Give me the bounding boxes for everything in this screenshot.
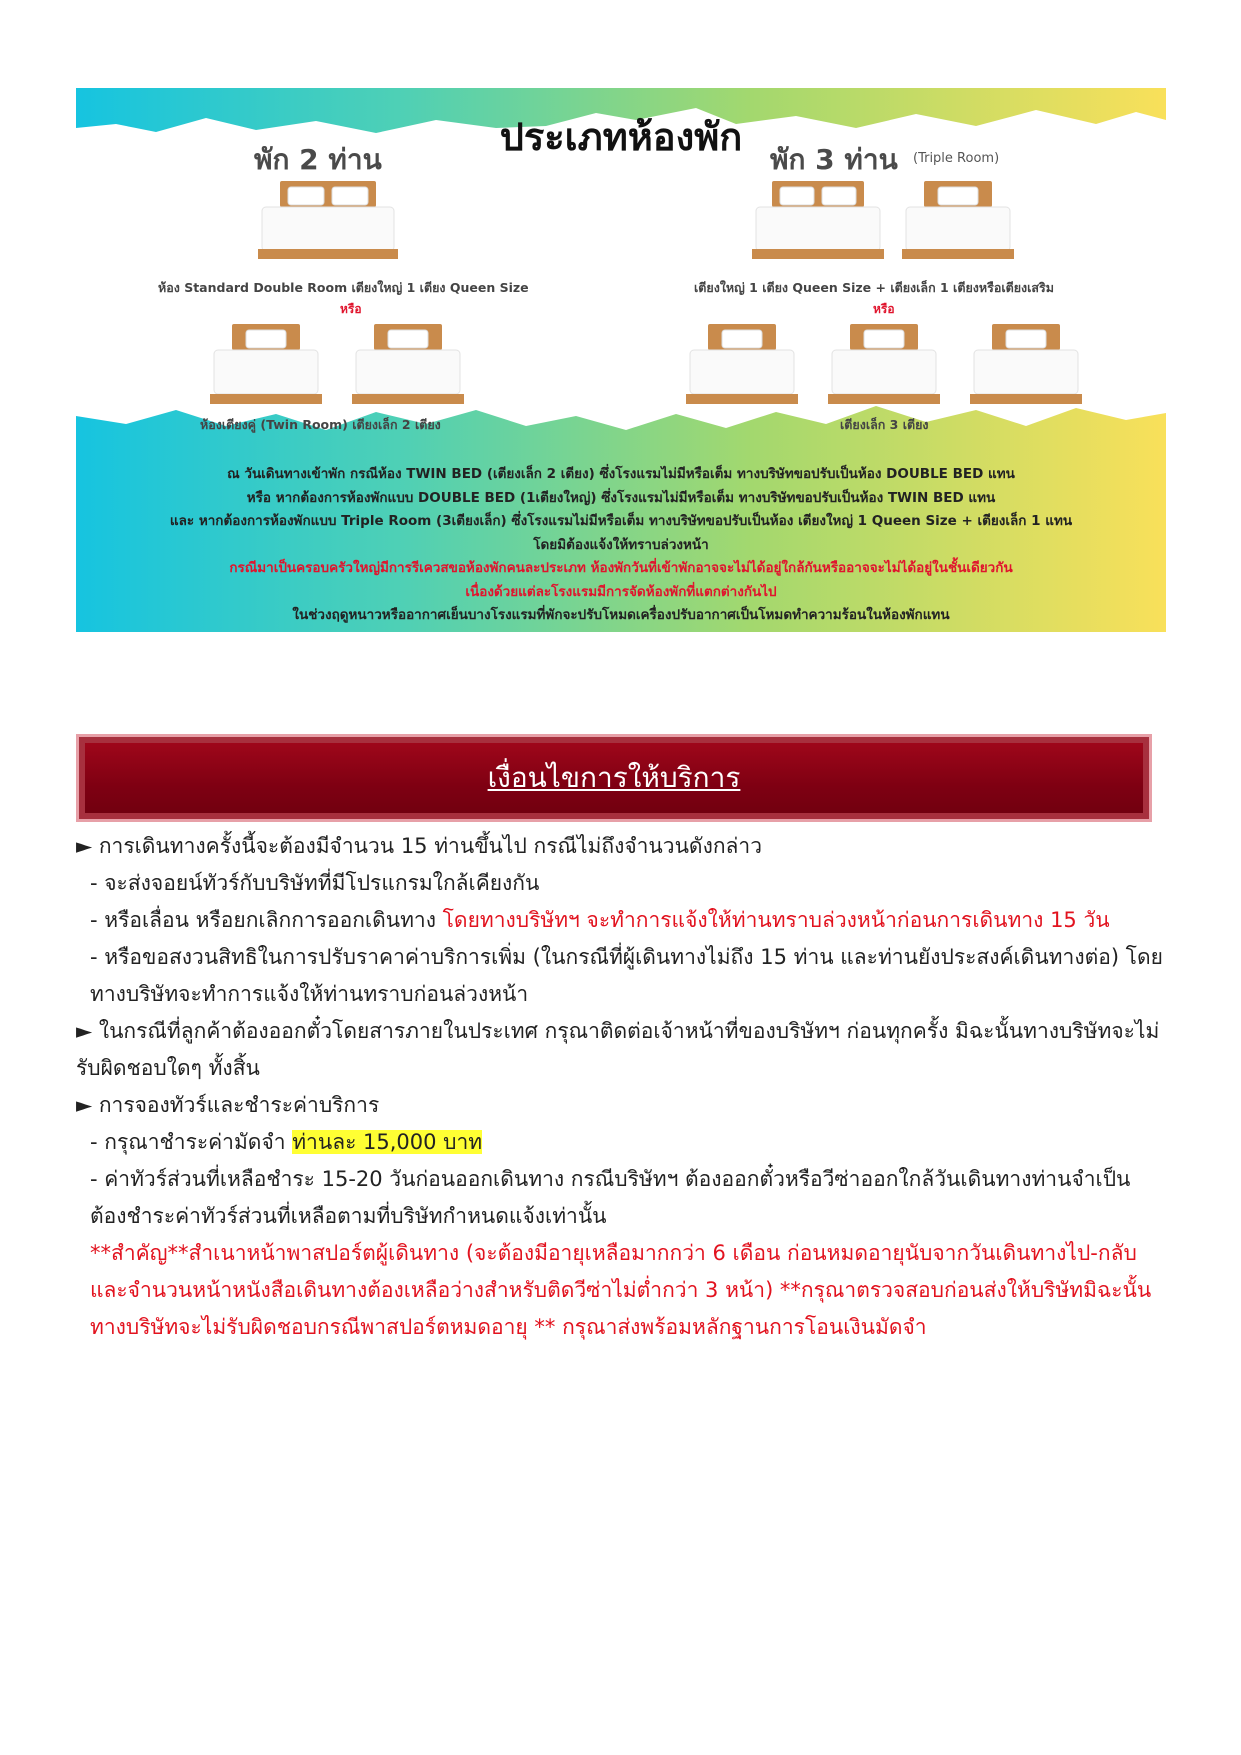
condition-notice-red: โดยทางบริษัทฯ จะทำการแจ้งให้ท่านทราบล่วงหน้าก่อนการเดินทาง 15 วัน bbox=[442, 908, 1110, 932]
condition-line bbox=[76, 1124, 1166, 1161]
single-bed-icon bbox=[686, 324, 798, 408]
condition-line: - จะส่งจอยน์ทัวร์กับบริษัทที่มีโปรแกรมใกล้เคียงกัน bbox=[90, 871, 540, 895]
room-note: ณ วันเดินทางเข้าพัก กรณีห้อง TWIN BED (เตียงเล็ก 2 เตียง) ซึ่งโรงแรมไม่มีหรือเต็ม ทางบริษัทขอปรับเป็นห้อง DOUBLE BED แทน bbox=[227, 466, 1015, 482]
or-label-left: หรือ bbox=[340, 302, 362, 316]
condition-line: - ค่าทัวร์ส่วนที่เหลือชำระ 15-20 วันก่อนออกเดินทาง กรณีบริษัทฯ ต้องออกตั๋วหรือวีซ่าออกใกล้วันเดินทางท่านจำเป็นต้องชำระค่าทัวร์ส่วนที่เหลือตามที่บริษัทกำหนดแจ้งเท่านั้น bbox=[90, 1167, 1131, 1228]
single-bed-icon bbox=[970, 324, 1082, 408]
double-bed-icon bbox=[752, 181, 884, 261]
conditions-title: เงื่อนไขการให้บริการ bbox=[487, 761, 741, 794]
double-room-caption: ห้อง Standard Double Room เตียงใหญ่ 1 เตียง Queen Size bbox=[158, 280, 529, 295]
room-type-banner bbox=[76, 88, 1166, 632]
two-person-heading: พัก 2 ท่าน bbox=[254, 143, 382, 176]
condition-text: - หรือเลื่อน หรือยกเลิกการออกเดินทาง bbox=[90, 908, 443, 932]
condition-line: ► ในกรณีที่ลูกค้าต้องออกตั๋วโดยสารภายในประเทศ กรุณาติดต่อเจ้าหน้าที่ของบริษัทฯ ก่อนทุกครั้ง มิฉะนั้นทางบริษัทจะไม่รับผิดชอบใดๆ ทั้งสิ้น bbox=[76, 1019, 1160, 1080]
conditions-header bbox=[76, 734, 1152, 822]
condition-line: ► การจองทัวร์และชำระค่าบริการ bbox=[76, 1093, 380, 1117]
queen-plus-single-caption: เตียงใหญ่ 1 เตียง Queen Size + เตียงเล็ก 1 เตียงหรือเตียงเสริม bbox=[694, 280, 1055, 295]
room-note-warning: เนื่องด้วยแต่ละโรงแรมมีการจัดห้องพักที่แตกต่างกันไป bbox=[465, 583, 777, 600]
condition-line: - หรือขอสงวนสิทธิในการปรับราคาค่าบริการเพิ่ม (ในกรณีที่ผู้เดินทางไม่ถึง 15 ท่าน และท่านยังประสงค์เดินทางต่อ) โดยทางบริษัทจะทำการแจ้งให้ท่านทราบก่อนล่วงหน้า bbox=[90, 945, 1163, 1006]
single-bed-icon bbox=[902, 181, 1014, 261]
double-bed-icon bbox=[258, 181, 398, 261]
three-single-caption: เตียงเล็ก 3 เตียง bbox=[840, 417, 929, 432]
room-note: และ หากต้องการห้องพักแบบ Triple Room (3เตียงเล็ก) ซึ่งโรงแรมไม่มีหรือเต็ม ทางบริษัทขอปรับเป็นห้อง เตียงใหญ่ 1 Queen Size + เตียงเล็ก 1 แทน bbox=[169, 513, 1073, 529]
passport-important-note: **สำคัญ**สำเนาหน้าพาสปอร์ตผู้เดินทาง (จะต้องมีอายุเหลือมากกว่า 6 เดือน ก่อนหมดอายุนับจากวันเดินทางไป-กลับและจำนวนหน้าหนังสือเดินทางต้องเหลือว่างสำหรับติดวีซ่าไม่ต่ำกว่า 3 หน้า) **กรุณาตรวจสอบก่อนส่งให้บริษัทมิฉะนั้นทางบริษัทจะไม่รับผิดชอบกรณีพาสปอร์ตหมดอายุ ** กรุณาส่งพร้อมหลักฐานการโอนเงินมัดจำ bbox=[90, 1241, 1152, 1339]
room-note: ในช่วงฤดูหนาวหรืออากาศเย็นบางโรงแรมที่พักจะปรับโหมดเครื่องปรับอากาศเป็นโหมดทำความร้อนในห้องพักแทน bbox=[292, 607, 950, 623]
triple-room-label: (Triple Room) bbox=[913, 151, 1000, 166]
or-label-right: หรือ bbox=[873, 302, 895, 316]
conditions-body bbox=[76, 828, 1166, 1346]
twin-room-caption: ห้องเตียงคู่ (Twin Room) เตียงเล็ก 2 เตียง bbox=[200, 417, 441, 432]
single-bed-icon bbox=[352, 324, 464, 408]
room-note: โดยมิต้องแจ้งให้ทราบล่วงหน้า bbox=[533, 536, 709, 553]
condition-line: ► การเดินทางครั้งนี้จะต้องมีจำนวน 15 ท่านขึ้นไป กรณีไม่ถึงจำนวนดังกล่าว bbox=[76, 834, 762, 858]
deposit-amount-highlight: ท่านละ 15,000 บาท bbox=[292, 1130, 483, 1154]
room-note: หรือ หากต้องการห้องพักแบบ DOUBLE BED (1เตียงใหญ่) ซึ่งโรงแรมไม่มีหรือเต็ม ทางบริษัทขอปรับเป็นห้อง TWIN BED แทน bbox=[246, 489, 996, 506]
room-note-warning: กรณีมาเป็นครอบครัวใหญ่มีการรีเควสขอห้องพักคนละประเภท ห้องพักวันที่เข้าพักอาจจะไม่ได้อยู่ใกล้กันหรืออาจจะไม่ได้อยู่ในชั้นเดียวกัน bbox=[229, 560, 1013, 576]
single-bed-icon bbox=[210, 324, 322, 408]
room-notes bbox=[76, 463, 1166, 628]
condition-line bbox=[76, 902, 1166, 939]
single-bed-icon bbox=[828, 324, 940, 408]
condition-text: - กรุณาชำระค่ามัดจำ bbox=[90, 1130, 293, 1154]
three-person-heading: พัก 3 ท่าน bbox=[770, 143, 898, 176]
banner-title: ประเภทห้องพัก bbox=[499, 115, 743, 159]
